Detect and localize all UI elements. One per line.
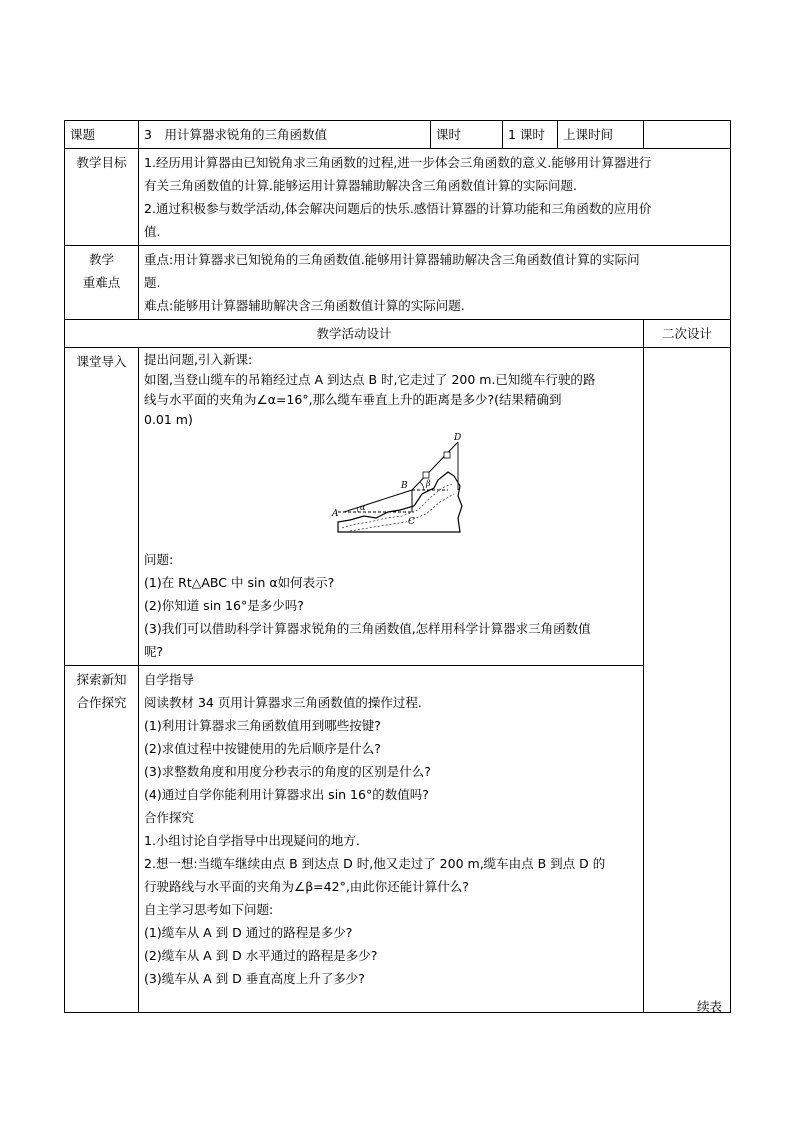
explore-line: 2.想一想:当缆车继续由点 B 到达点 D 时,他又走过了 200 m,缆车由点 B 到点 D 的: [144, 856, 606, 871]
intro-row: [65, 348, 731, 666]
key-points-content: [139, 246, 731, 320]
intro-line: 问题:: [144, 552, 174, 567]
topic-value: 3 用计算器求锐角的三角函数值: [139, 121, 431, 149]
key-points-row: [65, 246, 731, 320]
goals-line: 1.经历用计算器由已知锐角求三角函数的过程,进一步体会三角函数的意义.能够用计算器进行: [144, 155, 652, 170]
goals-line: 值.: [144, 224, 161, 239]
alpha-arc: [357, 508, 358, 512]
class-time-label: 上课时间: [558, 121, 644, 149]
explore-line: (1)缆车从 A 到 D 通过的路程是多少?: [144, 925, 353, 940]
mountain-shape: [338, 472, 462, 532]
explore-line: 自学指导: [144, 672, 195, 687]
explore-line: (2)求值过程中按键使用的先后顺序是什么?: [144, 741, 381, 756]
cable-car-figure: [144, 430, 638, 548]
explore-line: 阅读教材 34 页用计算器求三角函数值的操作过程.: [144, 695, 422, 710]
explore-label: [65, 666, 139, 1013]
intro-line: 提出问题,引入新课:: [144, 352, 253, 367]
label-alpha: α: [360, 503, 366, 512]
label-c: C: [408, 517, 415, 527]
beta-arc: [420, 482, 424, 490]
lesson-plan-sheet: [64, 120, 730, 1013]
explore-line: 1.小组讨论自学指导中出现疑问的地方.: [144, 833, 360, 848]
explore-content: [139, 666, 644, 1013]
lesson-plan-table: [64, 120, 731, 1013]
explore-line: (4)通过自学你能利用计算器求出 sin 16°的数值吗?: [144, 787, 429, 802]
activity-design-label: 教学活动设计: [65, 320, 644, 348]
cabin-2: [444, 452, 450, 458]
topic-label: 课题: [65, 121, 139, 149]
key-points-line: 难点:能够用计算器辅助解决含三角函数值计算的实际问题.: [144, 298, 465, 313]
continue-label: 续表: [696, 999, 722, 1014]
intro-line: (3)我们可以借助科学计算器求锐角的三角函数值,怎样用科学计算器求三角函数值: [144, 621, 591, 636]
key-points-label-line: 重难点: [82, 275, 121, 290]
key-points-line: 题.: [144, 275, 161, 290]
goals-label: 教学目标: [65, 149, 139, 246]
intro-line: (2)你知道 sin 16°是多少吗?: [144, 598, 304, 613]
goals-row: [65, 149, 731, 246]
explore-line: 行驶路线与水平面的夹角为∠β=42°,由此你还能计算什么?: [144, 879, 469, 894]
second-design-label: 二次设计: [644, 320, 731, 348]
label-a: A: [332, 509, 339, 519]
intro-label: 课堂导入: [65, 348, 139, 666]
label-beta: β: [426, 479, 431, 488]
header-row: [65, 121, 731, 149]
explore-label-line: 探索新知: [76, 672, 127, 687]
key-points-line: 重点:用计算器求已知锐角的三角函数值.能够用计算器辅助解决含三角函数值计算的实际问: [144, 252, 640, 267]
period-value: 1 课时: [503, 121, 558, 149]
intro-line: 0.01 m): [144, 412, 193, 427]
intro-line: (1)在 Rt△ABC 中 sin α如何表示?: [144, 575, 335, 590]
explore-line: (3)求整数角度和用度分秒表示的角度的区别是什么?: [144, 764, 431, 779]
key-points-label: [65, 246, 139, 320]
explore-line: 合作探究: [144, 810, 195, 825]
intro-content: [139, 348, 644, 666]
cable-ab: [344, 490, 412, 512]
goals-content: [139, 149, 731, 246]
explore-line: (1)利用计算器求三角函数值用到哪些按键?: [144, 718, 381, 733]
cable-car-diagram: [330, 432, 470, 544]
explore-line: 自主学习思考如下问题:: [144, 902, 274, 917]
cabin-1: [423, 472, 429, 478]
key-points-label-line: 教学: [88, 252, 114, 267]
goals-line: 有关三角函数值的计算.能够运用计算器辅助解决含三角函数值计算的实际问题.: [144, 178, 577, 193]
goals-line: 2.通过积极参与数学活动,体会解决问题后的快乐.感悟计算器的计算功能和三角函数的应用价: [144, 201, 652, 216]
explore-row: [65, 666, 731, 1013]
label-d: D: [454, 433, 462, 443]
intro-line: 线与水平面的夹角为∠α=16°,那么缆车垂直上升的距离是多少?(结果精确到: [144, 392, 562, 407]
period-label: 课时: [431, 121, 503, 149]
intro-line: 如图,当登山缆车的吊箱经过点 A 到达点 B 时,它走过了 200 m.已知缆车行驶的路: [144, 372, 596, 387]
label-b: B: [401, 481, 408, 491]
explore-line: (3)缆车从 A 到 D 垂直高度上升了多少?: [144, 971, 365, 986]
second-design-cell: [644, 348, 731, 1013]
activity-header-row: [65, 320, 731, 348]
explore-line: (2)缆车从 A 到 D 水平通过的路程是多少?: [144, 948, 378, 963]
explore-label-line: 合作探究: [76, 695, 127, 710]
intro-line: 呢?: [144, 644, 164, 659]
class-time-value: [644, 121, 731, 149]
